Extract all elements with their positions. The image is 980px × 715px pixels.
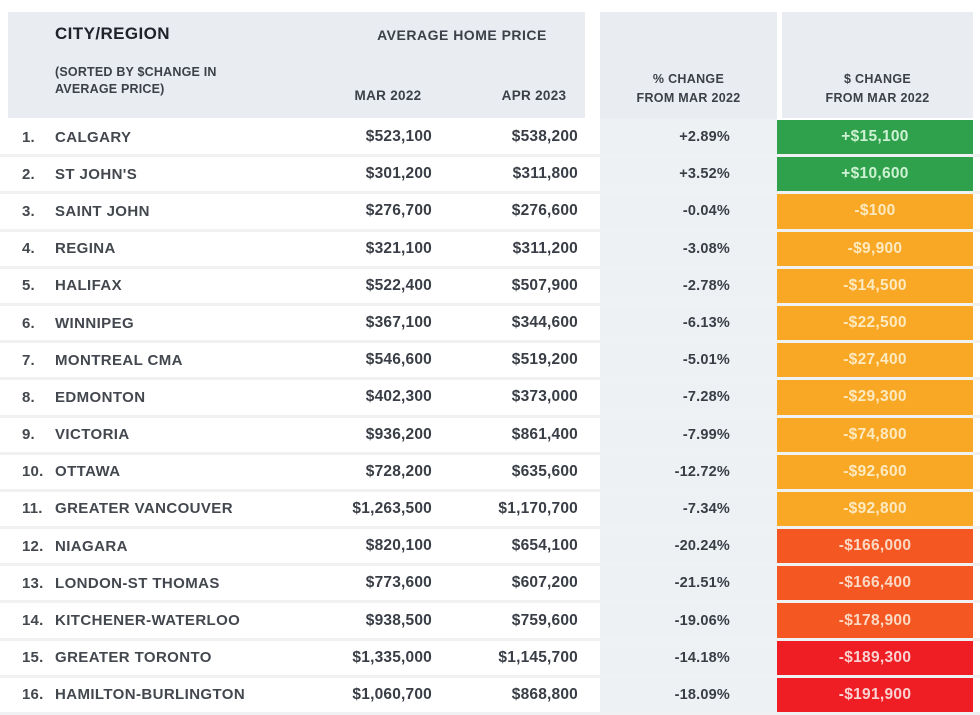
row-dollar-change-value: -$14,500 <box>777 269 973 303</box>
row-rank: 15. <box>22 649 44 667</box>
row-dollar-change-value: -$29,300 <box>777 380 973 414</box>
row-pct-change: -12.72% <box>674 463 730 480</box>
row-dollar-change-cell <box>777 120 973 154</box>
row-apr-2023-price: $759,600 <box>511 611 578 629</box>
row-city: NIAGARA <box>55 537 128 555</box>
table-row <box>0 455 980 492</box>
row-dollar-change-cell <box>777 380 973 414</box>
row-city: SAINT JOHN <box>55 202 150 220</box>
table-row <box>0 232 980 269</box>
row-city: EDMONTON <box>55 388 146 406</box>
row-dollar-change-cell <box>777 678 973 712</box>
row-apr-2023-price: $507,900 <box>511 276 578 294</box>
column-header-pct-change <box>600 70 777 108</box>
row-dollar-change-cell <box>777 194 973 228</box>
table-row <box>0 343 980 380</box>
row-rank: 12. <box>22 537 44 555</box>
row-rank: 9. <box>22 426 35 444</box>
row-apr-2023-price: $607,200 <box>511 574 578 592</box>
row-mar-2022-price: $820,100 <box>365 537 432 555</box>
table-row <box>0 641 980 678</box>
row-rank: 11. <box>22 500 43 518</box>
row-dollar-change-cell <box>777 566 973 600</box>
row-pct-change: -18.09% <box>674 686 730 703</box>
row-dollar-change-cell <box>777 343 973 377</box>
row-dollar-change-value: -$92,800 <box>777 492 973 526</box>
row-dollar-change-value: -$74,800 <box>777 418 973 452</box>
row-rank: 3. <box>22 202 35 220</box>
row-mar-2022-price: $301,200 <box>365 165 432 183</box>
row-dollar-change-cell <box>777 529 973 563</box>
table-row <box>0 120 980 157</box>
row-pct-change: -6.13% <box>682 315 730 332</box>
row-pct-change: -20.24% <box>674 538 730 555</box>
table-body <box>0 120 980 715</box>
row-mar-2022-price: $321,100 <box>365 239 432 257</box>
row-city: ST JOHN'S <box>55 165 138 183</box>
table-row <box>0 529 980 566</box>
row-rank: 1. <box>22 128 35 146</box>
row-city: CALGARY <box>55 128 132 146</box>
column-header-sort-note: (SORTED BY $CHANGE IN AVERAGE PRICE) <box>55 65 217 96</box>
row-pct-change: -7.34% <box>682 500 730 517</box>
row-rank: 10. <box>22 463 44 481</box>
table-row <box>0 269 980 306</box>
row-dollar-change-cell <box>777 232 973 266</box>
row-city: GREATER VANCOUVER <box>55 500 233 518</box>
row-city: HAMILTON-BURLINGTON <box>55 686 246 704</box>
row-pct-change: -2.78% <box>682 277 730 294</box>
column-header-average-home-price: AVERAGE HOME PRICE <box>377 27 547 43</box>
row-city: WINNIPEG <box>55 314 135 332</box>
row-apr-2023-price: $1,145,700 <box>498 648 578 666</box>
row-dollar-change-cell <box>777 603 973 637</box>
row-apr-2023-price: $635,600 <box>511 462 578 480</box>
column-header-mar-2022: MAR 2022 <box>354 88 422 103</box>
row-rank: 4. <box>22 240 35 258</box>
row-pct-change: -5.01% <box>682 352 730 369</box>
row-city: REGINA <box>55 240 116 258</box>
row-city: KITCHENER-WATERLOO <box>55 612 241 630</box>
row-dollar-change-value: -$178,900 <box>777 603 973 637</box>
row-pct-change: -14.18% <box>674 649 730 666</box>
row-dollar-change-value: -$92,600 <box>777 455 973 489</box>
table-row <box>0 566 980 603</box>
row-dollar-change-value: +$15,100 <box>777 120 973 154</box>
row-apr-2023-price: $1,170,700 <box>498 499 578 517</box>
row-apr-2023-price: $861,400 <box>511 425 578 443</box>
row-apr-2023-price: $373,000 <box>511 388 578 406</box>
row-pct-change: -7.28% <box>682 389 730 406</box>
row-apr-2023-price: $344,600 <box>511 314 578 332</box>
row-dollar-change-cell <box>777 492 973 526</box>
row-dollar-change-value: +$10,600 <box>777 157 973 191</box>
row-city: OTTAWA <box>55 463 121 481</box>
row-dollar-change-value: -$166,000 <box>777 529 973 563</box>
row-pct-change: -19.06% <box>674 612 730 629</box>
row-apr-2023-price: $276,600 <box>511 202 578 220</box>
row-rank: 13. <box>22 574 44 592</box>
column-header-apr-2023: APR 2023 <box>501 88 567 103</box>
table-row <box>0 157 980 194</box>
row-dollar-change-cell <box>777 641 973 675</box>
row-rank: 8. <box>22 388 35 406</box>
row-dollar-change-value: -$100 <box>777 194 973 228</box>
table-row <box>0 678 980 715</box>
row-dollar-change-cell <box>777 157 973 191</box>
row-mar-2022-price: $773,600 <box>365 574 432 592</box>
column-header-dollar-change <box>782 70 973 108</box>
row-rank: 5. <box>22 277 35 295</box>
row-rank: 2. <box>22 165 35 183</box>
row-apr-2023-price: $538,200 <box>511 128 578 146</box>
table-row <box>0 492 980 529</box>
row-pct-change: -0.04% <box>682 203 730 220</box>
row-dollar-change-cell <box>777 455 973 489</box>
row-mar-2022-price: $276,700 <box>365 202 432 220</box>
row-mar-2022-price: $546,600 <box>365 351 432 369</box>
row-mar-2022-price: $938,500 <box>365 611 432 629</box>
row-pct-change: +2.89% <box>679 129 730 146</box>
row-pct-change: -21.51% <box>674 575 730 592</box>
row-dollar-change-value: -$166,400 <box>777 566 973 600</box>
row-rank: 7. <box>22 351 35 369</box>
column-header-city-region: CITY/REGION <box>55 24 170 43</box>
row-dollar-change-value: -$22,500 <box>777 306 973 340</box>
table-row <box>0 194 980 231</box>
row-city: LONDON-ST THOMAS <box>55 574 220 592</box>
row-city: VICTORIA <box>55 426 130 444</box>
row-mar-2022-price: $728,200 <box>365 462 432 480</box>
row-city: GREATER TORONTO <box>55 649 212 667</box>
row-dollar-change-value: -$9,900 <box>777 232 973 266</box>
row-apr-2023-price: $311,800 <box>512 165 578 183</box>
row-mar-2022-price: $1,263,500 <box>352 499 432 517</box>
row-mar-2022-price: $523,100 <box>365 128 432 146</box>
row-mar-2022-price: $1,060,700 <box>352 685 432 703</box>
row-pct-change: +3.52% <box>679 166 730 183</box>
row-apr-2023-price: $311,200 <box>512 239 578 257</box>
table-row <box>0 418 980 455</box>
row-city: MONTREAL CMA <box>55 351 183 369</box>
row-rank: 14. <box>22 612 44 630</box>
row-mar-2022-price: $1,335,000 <box>352 648 432 666</box>
row-city: HALIFAX <box>55 277 122 295</box>
dollar-change-line2: FROM MAR 2022 <box>825 90 930 105</box>
table-row <box>0 306 980 343</box>
pct-change-line1: % CHANGE <box>652 72 725 86</box>
row-dollar-change-cell <box>777 269 973 303</box>
row-apr-2023-price: $654,100 <box>511 537 578 555</box>
table-row <box>0 380 980 417</box>
row-mar-2022-price: $936,200 <box>365 425 432 443</box>
row-dollar-change-cell <box>777 306 973 340</box>
row-mar-2022-price: $522,400 <box>365 276 432 294</box>
row-dollar-change-cell <box>777 418 973 452</box>
row-dollar-change-value: -$27,400 <box>777 343 973 377</box>
row-mar-2022-price: $402,300 <box>365 388 432 406</box>
row-pct-change: -3.08% <box>682 240 730 257</box>
row-rank: 16. <box>22 686 44 704</box>
table-row <box>0 603 980 640</box>
row-apr-2023-price: $519,200 <box>511 351 578 369</box>
row-mar-2022-price: $367,100 <box>365 314 432 332</box>
pct-change-line2: FROM MAR 2022 <box>636 90 741 105</box>
row-rank: 6. <box>22 314 35 332</box>
row-apr-2023-price: $868,800 <box>511 685 578 703</box>
row-dollar-change-value: -$191,900 <box>777 678 973 712</box>
row-pct-change: -7.99% <box>682 426 730 443</box>
dollar-change-line1: $ CHANGE <box>844 72 911 86</box>
row-dollar-change-value: -$189,300 <box>777 641 973 675</box>
